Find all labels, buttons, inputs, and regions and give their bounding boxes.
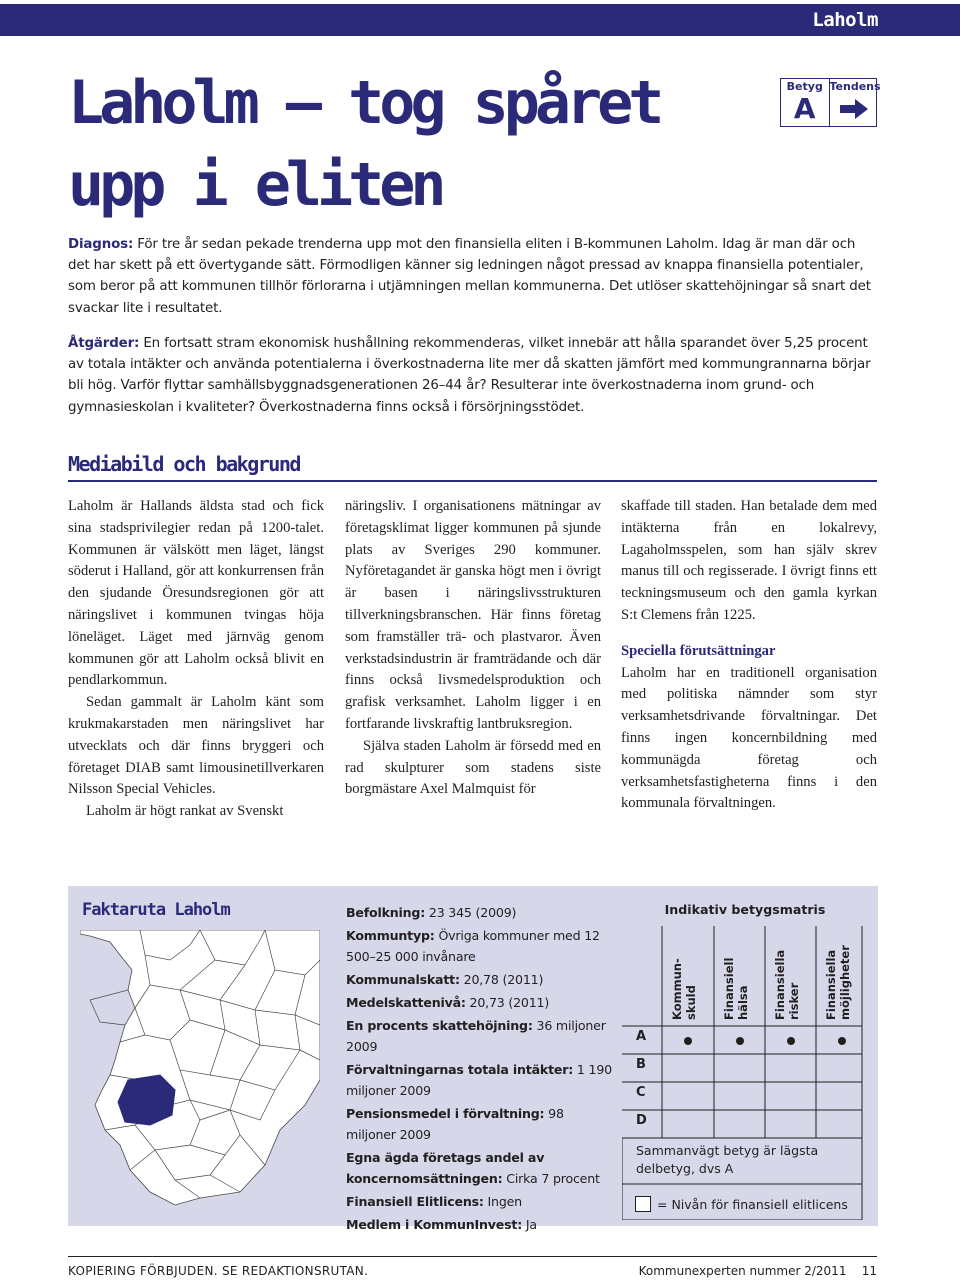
fact-box-title: Faktaruta Laholm [82, 900, 230, 920]
title-line-2: upp i eliten [68, 150, 442, 220]
matrix-row-label: B [636, 1057, 646, 1072]
matrix-row-label: C [636, 1085, 646, 1100]
fact-label: En procents skattehöjning: [346, 1018, 533, 1033]
fact-value: 36 miljoner 2009 [346, 1018, 606, 1054]
matrix-dot [787, 1037, 795, 1045]
fact-item [346, 1059, 616, 1101]
fact-label: Medlem i KommunInvest: [346, 1217, 523, 1232]
arrow-right-icon [840, 99, 868, 119]
grade-cell [781, 79, 829, 126]
fact-label: Kommuntyp: [346, 928, 435, 943]
col1-paragraph-2: Sedan gammalt är Laholm känt som krukmakarstaden men näringslivet har utvecklats och där finns bryggeri och företaget DIAB samt limousinetillverkaren Nilsson Special Vehicles. [68, 694, 324, 798]
fact-label: Förvaltningarnas totala intäkter: [346, 1062, 574, 1077]
col3-paragraph-1: skaffade till staden. Han betalade dem med intäkterna från en lokalrevy, Lagaholmsspelen, som han själv skrev manus till och regisserade. I övrigt finns ett teckningsmuseum och den gamla kyrkan S:t Clemens från 1225. [621, 498, 877, 623]
fact-item [346, 1147, 616, 1189]
fact-value: Cirka 7 procent [502, 1171, 600, 1186]
fact-value: Övriga kommuner med 12 500–25 000 invånare [346, 928, 600, 964]
col3-heading: Speciella förutsättningar [621, 642, 776, 659]
fact-item [346, 902, 616, 923]
fact-item [346, 1214, 616, 1235]
matrix-note: Sammanvägt betyg är lägsta delbetyg, dvs A [636, 1143, 819, 1176]
matrix-column-header: Finansiell hälsa [722, 957, 750, 1020]
diagnosis-text: För tre år sedan pekade trenderna upp mot den finansiella eliten i B-kommunen Laholm. Idag är man där och det har skett på ett övertygande sätt. Förmodligen känner sig ledningen något pressad av knappa finansiella potentialer, som beror på att kommunen tillhör förlorarna i utjämningen mellan kommunerna. Det utlöser skattehöjningar så snart det svackar lite i resultatet. [68, 237, 871, 316]
fact-value: Ingen [483, 1194, 522, 1209]
legend-text: = Nivån för finansiell elitlicens [657, 1197, 848, 1212]
section-divider [68, 480, 877, 482]
matrix-column-header: Finansiella risker [773, 949, 801, 1020]
footer-publication [639, 1264, 877, 1278]
matrix-dot [684, 1037, 692, 1045]
fact-item [346, 969, 616, 990]
matrix-title: Indikativ betygsmatris [664, 902, 826, 917]
fact-value: 98 miljoner 2009 [346, 1106, 564, 1142]
matrix-row-label: D [636, 1113, 647, 1128]
fact-item [346, 1015, 616, 1057]
fact-value: 23 345 (2009) [425, 905, 517, 920]
fact-value: 20,78 (2011) [459, 972, 544, 987]
page-title [68, 62, 768, 226]
fact-label: Egna ägda företags andel av koncernomsättningen: [346, 1150, 545, 1186]
matrix-row-label: A [636, 1029, 647, 1044]
measures-label: Åtgärder: [68, 336, 140, 351]
title-line-1: Laholm – tog spåret [68, 68, 660, 138]
col1-paragraph-1: Laholm är Hallands äldsta stad och fick sina stadsprivilegier redan på 1200-talet. Kommunen är välskött men läget, längst söderut i Halland, gör att konkurrensen från den sjudande Öresundsregionen gör att näringslivet i kommunen tvingas höja löneläget. Läget med järnväg genom kommunen gör att Laholm också blivit en pendlarkommun. [68, 498, 324, 689]
diagnosis-label: Diagnos: [68, 237, 134, 252]
column-1 [68, 496, 324, 823]
section-title: Mediabild och bakgrund [68, 452, 300, 476]
fact-value: 1 190 miljoner 2009 [346, 1062, 612, 1098]
measures-text: En fortsatt stram ekonomisk hushållning rekommenderas, vilket innebär att hålla sparandet över 5,25 procent av totala intäkter och använda potentialerna i överkostnaderna lite mer då skatten jämfört med kommungrannarna börjar bli hög. Varför flyttar samhällsbyggnadsgenerationen 26–44 år? Resulterar inte överkostnaderna inom grund- och gymnasieskolan i kvaliteter? Överkostnaderna finns också i försörjningsstödet. [68, 336, 871, 415]
fact-label: Pensionsmedel i förvaltning: [346, 1106, 545, 1121]
fact-value: 20,73 (2011) [465, 995, 550, 1010]
matrix-dot [838, 1037, 846, 1045]
measures-paragraph [68, 333, 876, 418]
diagnosis-paragraph [68, 234, 876, 319]
fact-item [346, 925, 616, 967]
grade-label: Betyg [786, 80, 823, 93]
header-municipality: Laholm [812, 9, 878, 31]
laholm-highlight [118, 1075, 175, 1125]
col3-paragraph-2: Laholm har en traditionell organisation med politiska nämnder som styr verksamhetsdrivande förvaltningar. Det finns ingen koncernbildning med kommunägda företag och verksamhetsfastigheterna finns i den kommunala förvaltningen. [621, 664, 877, 812]
fact-label: Medelskattenivå: [346, 995, 466, 1010]
column-3 [621, 496, 877, 815]
matrix-column-header: Kommun- skuld [670, 958, 698, 1020]
fact-label: Befolkning: [346, 905, 426, 920]
fact-list [346, 902, 616, 1237]
fact-label: Finansiell Elitlicens: [346, 1194, 484, 1209]
fact-item [346, 1103, 616, 1145]
matrix-dot [736, 1037, 744, 1045]
rating-box [780, 78, 881, 127]
trend-label: Tendens [829, 80, 881, 93]
footer-copyright: KOPIERING FÖRBJUDEN. SE REDAKTIONSRUTAN. [68, 1264, 369, 1278]
footer-page-number: 11 [861, 1264, 877, 1278]
fact-label: Kommunalskatt: [346, 972, 460, 987]
fact-item [346, 992, 616, 1013]
col2-paragraph-1: näringsliv. I organisationens mätningar av företagsklimat ligger kommunen på sjunde plats av Sveriges 290 kommuner. Nyföretagandet är ganska högt men i övrigt är basen i näringslivsstrukturen tillverkningsbranschen. Här finns företag som framställer trä- och plastvaror. Även verkstadsindustrin är framträdande och där finns också livsmedelsproduktion och grafisk verksamhet. Laholm ligger i en fortfarande livskraftig lantbruksregion. [345, 498, 601, 732]
fact-value: Ja [522, 1217, 537, 1232]
grade-value: A [793, 92, 816, 125]
col1-paragraph-3: Laholm är högt rankat av Svenskt [86, 803, 284, 820]
legend-box [635, 1196, 651, 1212]
footer-publication-name: Kommunexperten nummer 2/2011 [638, 1264, 847, 1278]
column-2 [345, 496, 601, 801]
trend-cell [829, 79, 881, 126]
col2-paragraph-2: Själva staden Laholm är försedd med en rad skulpturer som stadens siste borgmästare Axel Malmquist för [345, 737, 601, 798]
footer-divider [68, 1256, 877, 1257]
matrix-column-header: Finansiella möjligheter [824, 945, 852, 1020]
fact-item [346, 1191, 616, 1212]
region-map [80, 930, 320, 1210]
